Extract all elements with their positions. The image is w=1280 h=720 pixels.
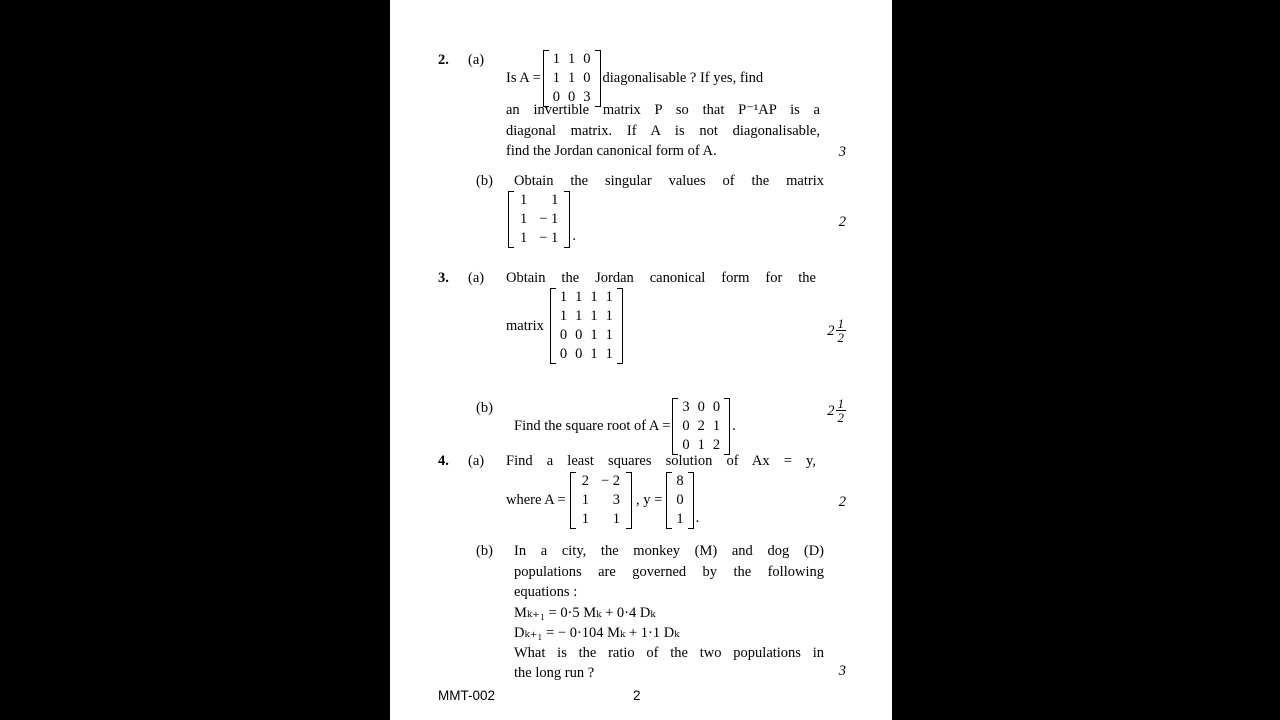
q3b-period: .	[732, 418, 736, 435]
matrix-cell: 0	[712, 399, 721, 415]
bracket-right	[626, 472, 632, 529]
matrix-cell: − 1	[539, 230, 559, 246]
question-2b	[476, 171, 824, 192]
q3a-matrix-label: matrix	[506, 317, 544, 334]
marks-3a-whole: 2	[827, 322, 835, 339]
matrix-cell: 1	[605, 346, 613, 362]
table-row	[556, 345, 617, 364]
matrix-cell: 1	[697, 437, 705, 453]
part-label-4a: (a)	[468, 453, 485, 469]
q2b-matrix-row	[506, 191, 576, 248]
q2b-matrix	[508, 191, 570, 248]
marks-2b: 2	[838, 214, 846, 230]
matrix-cell: 1	[590, 346, 598, 362]
matrix-cell: 1	[676, 511, 684, 527]
marks-3a-fraction	[836, 317, 847, 344]
fraction-numerator: 1	[837, 316, 844, 331]
question-4b-body	[514, 541, 824, 684]
bracket-right	[595, 50, 601, 107]
matrix-cell: − 2	[600, 473, 621, 489]
matrix-cell: 0	[575, 327, 583, 343]
table-row	[678, 398, 724, 417]
marks-3b-fraction	[836, 397, 847, 424]
matrix-cell: 8	[676, 473, 684, 489]
matrix-cell: 0	[682, 418, 690, 434]
table-row	[556, 288, 617, 307]
part-label-3b: (b)	[476, 400, 493, 416]
table-row	[514, 191, 564, 210]
matrix-cell: 0	[682, 437, 690, 453]
matrix-cell: 0	[697, 399, 705, 415]
q4a-period: .	[695, 509, 700, 526]
bracket-right	[617, 288, 623, 364]
matrix-cell: 0	[583, 70, 591, 86]
part-label-2a: (a)	[468, 52, 485, 68]
matrix-cell: 0	[568, 89, 576, 105]
question-number-2: 2.	[438, 52, 449, 68]
table-row	[556, 326, 617, 345]
table-row	[672, 491, 687, 510]
table-row	[514, 229, 564, 248]
table-row	[556, 307, 617, 326]
table-row	[549, 50, 595, 69]
question-number-3: 3.	[438, 270, 449, 286]
marks-4a: 2	[838, 494, 846, 510]
q4a-separator: , y =	[636, 492, 663, 509]
matrix-cell: − 1	[539, 211, 559, 227]
matrix-cell: 1	[559, 289, 568, 305]
matrix-cell: 0	[552, 89, 561, 105]
matrix-cell: 1	[575, 289, 583, 305]
matrix-cell: 1	[712, 418, 721, 434]
matrix-cell: 0	[559, 346, 568, 362]
table-row	[576, 472, 626, 491]
question-4a	[438, 451, 858, 472]
page-footer	[390, 688, 892, 708]
question-4b	[476, 541, 824, 684]
matrix-cell: 1	[581, 492, 589, 508]
question-3b	[476, 398, 736, 455]
table-row	[549, 69, 595, 88]
q4a-matrix-y	[666, 472, 693, 529]
bracket-right	[688, 472, 694, 529]
q2b-text: Obtain the singular values of the matrix	[514, 173, 824, 189]
q3b-matrix	[672, 398, 730, 455]
marks-3a	[827, 318, 846, 345]
q2a-line-2: diagonal matrix. If A is not diagonalisable,	[506, 122, 820, 139]
table-row	[672, 472, 687, 491]
q4b-closing-1: What is the ratio of the two populations in	[514, 644, 824, 661]
matrix-cell: 3	[583, 89, 591, 105]
question-3a	[438, 268, 858, 289]
fraction-denominator: 2	[837, 330, 844, 345]
table-row	[514, 210, 564, 229]
matrix-cell: 2	[697, 418, 705, 434]
page-number: 2	[633, 688, 641, 703]
q2a-text-before: Is A =	[506, 70, 541, 87]
matrix-cell: 1	[568, 70, 576, 86]
table-row	[672, 510, 687, 529]
matrix-cell: 1	[575, 308, 583, 324]
marks-2a: 3	[838, 144, 846, 160]
matrix-cell: 3	[682, 399, 690, 415]
q3a-matrix-row	[506, 288, 625, 364]
matrix-cell: 1	[520, 211, 528, 227]
q4a-where-label: where A =	[506, 492, 566, 509]
fraction-denominator: 2	[837, 410, 844, 425]
q3a-text: Obtain the Jordan canonical form for the	[506, 270, 816, 286]
q4b-line-3: equations :	[514, 584, 578, 600]
q4a-matrix-row	[506, 472, 699, 529]
bracket-right	[564, 191, 570, 248]
marks-3b-whole: 2	[827, 402, 835, 419]
matrix-cell: 1	[605, 327, 613, 343]
marks-4b: 3	[838, 663, 846, 679]
q2a-matrix	[543, 50, 601, 107]
q4b-equation-1: Mₖ₊₁ = 0·5 Mₖ + 0·4 Dₖ	[514, 604, 656, 621]
q2b-period: .	[572, 227, 576, 244]
paper-code: MMT-002	[438, 688, 496, 703]
matrix-cell: 1	[590, 327, 598, 343]
bracket-right	[724, 398, 730, 455]
q4a-matrix-a	[570, 472, 632, 529]
matrix-cell: 0	[575, 346, 583, 362]
document-page	[390, 0, 892, 720]
marks-3b	[827, 398, 846, 425]
table-row	[678, 417, 724, 436]
matrix-cell: 1	[568, 51, 576, 67]
matrix-cell: 2	[581, 473, 589, 489]
matrix-cell: 1	[581, 511, 589, 527]
matrix-cell: 1	[612, 511, 621, 527]
q4b-line-1: In a city, the monkey (M) and dog (D)	[514, 543, 824, 559]
question-2a-continuation	[506, 100, 820, 162]
part-label-4b: (b)	[476, 543, 493, 559]
matrix-cell: 1	[552, 70, 561, 86]
matrix-cell: 1	[590, 308, 598, 324]
matrix-cell: 1	[605, 289, 613, 305]
question-2a	[438, 50, 858, 107]
q3a-matrix	[550, 288, 623, 364]
q2a-line-3: find the Jordan canonical form of A.	[506, 143, 717, 159]
question-3b-body	[514, 398, 736, 455]
question-number-4: 4.	[438, 453, 449, 469]
q4a-text: Find a least squares solution of Ax = y,	[506, 453, 816, 469]
matrix-cell: 0	[583, 51, 591, 67]
part-label-2b: (b)	[476, 173, 493, 189]
table-row	[576, 510, 626, 529]
matrix-cell: 1	[559, 308, 568, 324]
part-label-3a: (a)	[468, 270, 485, 286]
fraction-numerator: 1	[837, 396, 844, 411]
matrix-cell: 1	[520, 230, 528, 246]
q4b-line-2: populations are governed by the following	[514, 563, 824, 580]
matrix-cell: 1	[552, 51, 561, 67]
q2a-text-after: diagonalisable ? If yes, find	[602, 70, 764, 87]
q2a-line-1: an invertible matrix P so that P⁻¹AP is a	[506, 102, 820, 118]
matrix-cell: 1	[520, 192, 528, 208]
table-row	[576, 491, 626, 510]
matrix-cell: 2	[712, 437, 721, 453]
matrix-cell: 1	[551, 192, 559, 208]
q4b-closing-2: the long run ?	[514, 665, 595, 681]
q4b-equation-2: Dₖ₊₁ = − 0·104 Mₖ + 1·1 Dₖ	[514, 624, 680, 641]
question-2a-body	[506, 50, 763, 107]
matrix-cell: 0	[676, 492, 684, 508]
matrix-cell: 1	[590, 289, 598, 305]
matrix-cell: 0	[559, 327, 568, 343]
matrix-cell: 1	[605, 308, 613, 324]
matrix-cell: 3	[612, 492, 621, 508]
q3b-text-before: Find the square root of A =	[514, 418, 671, 435]
